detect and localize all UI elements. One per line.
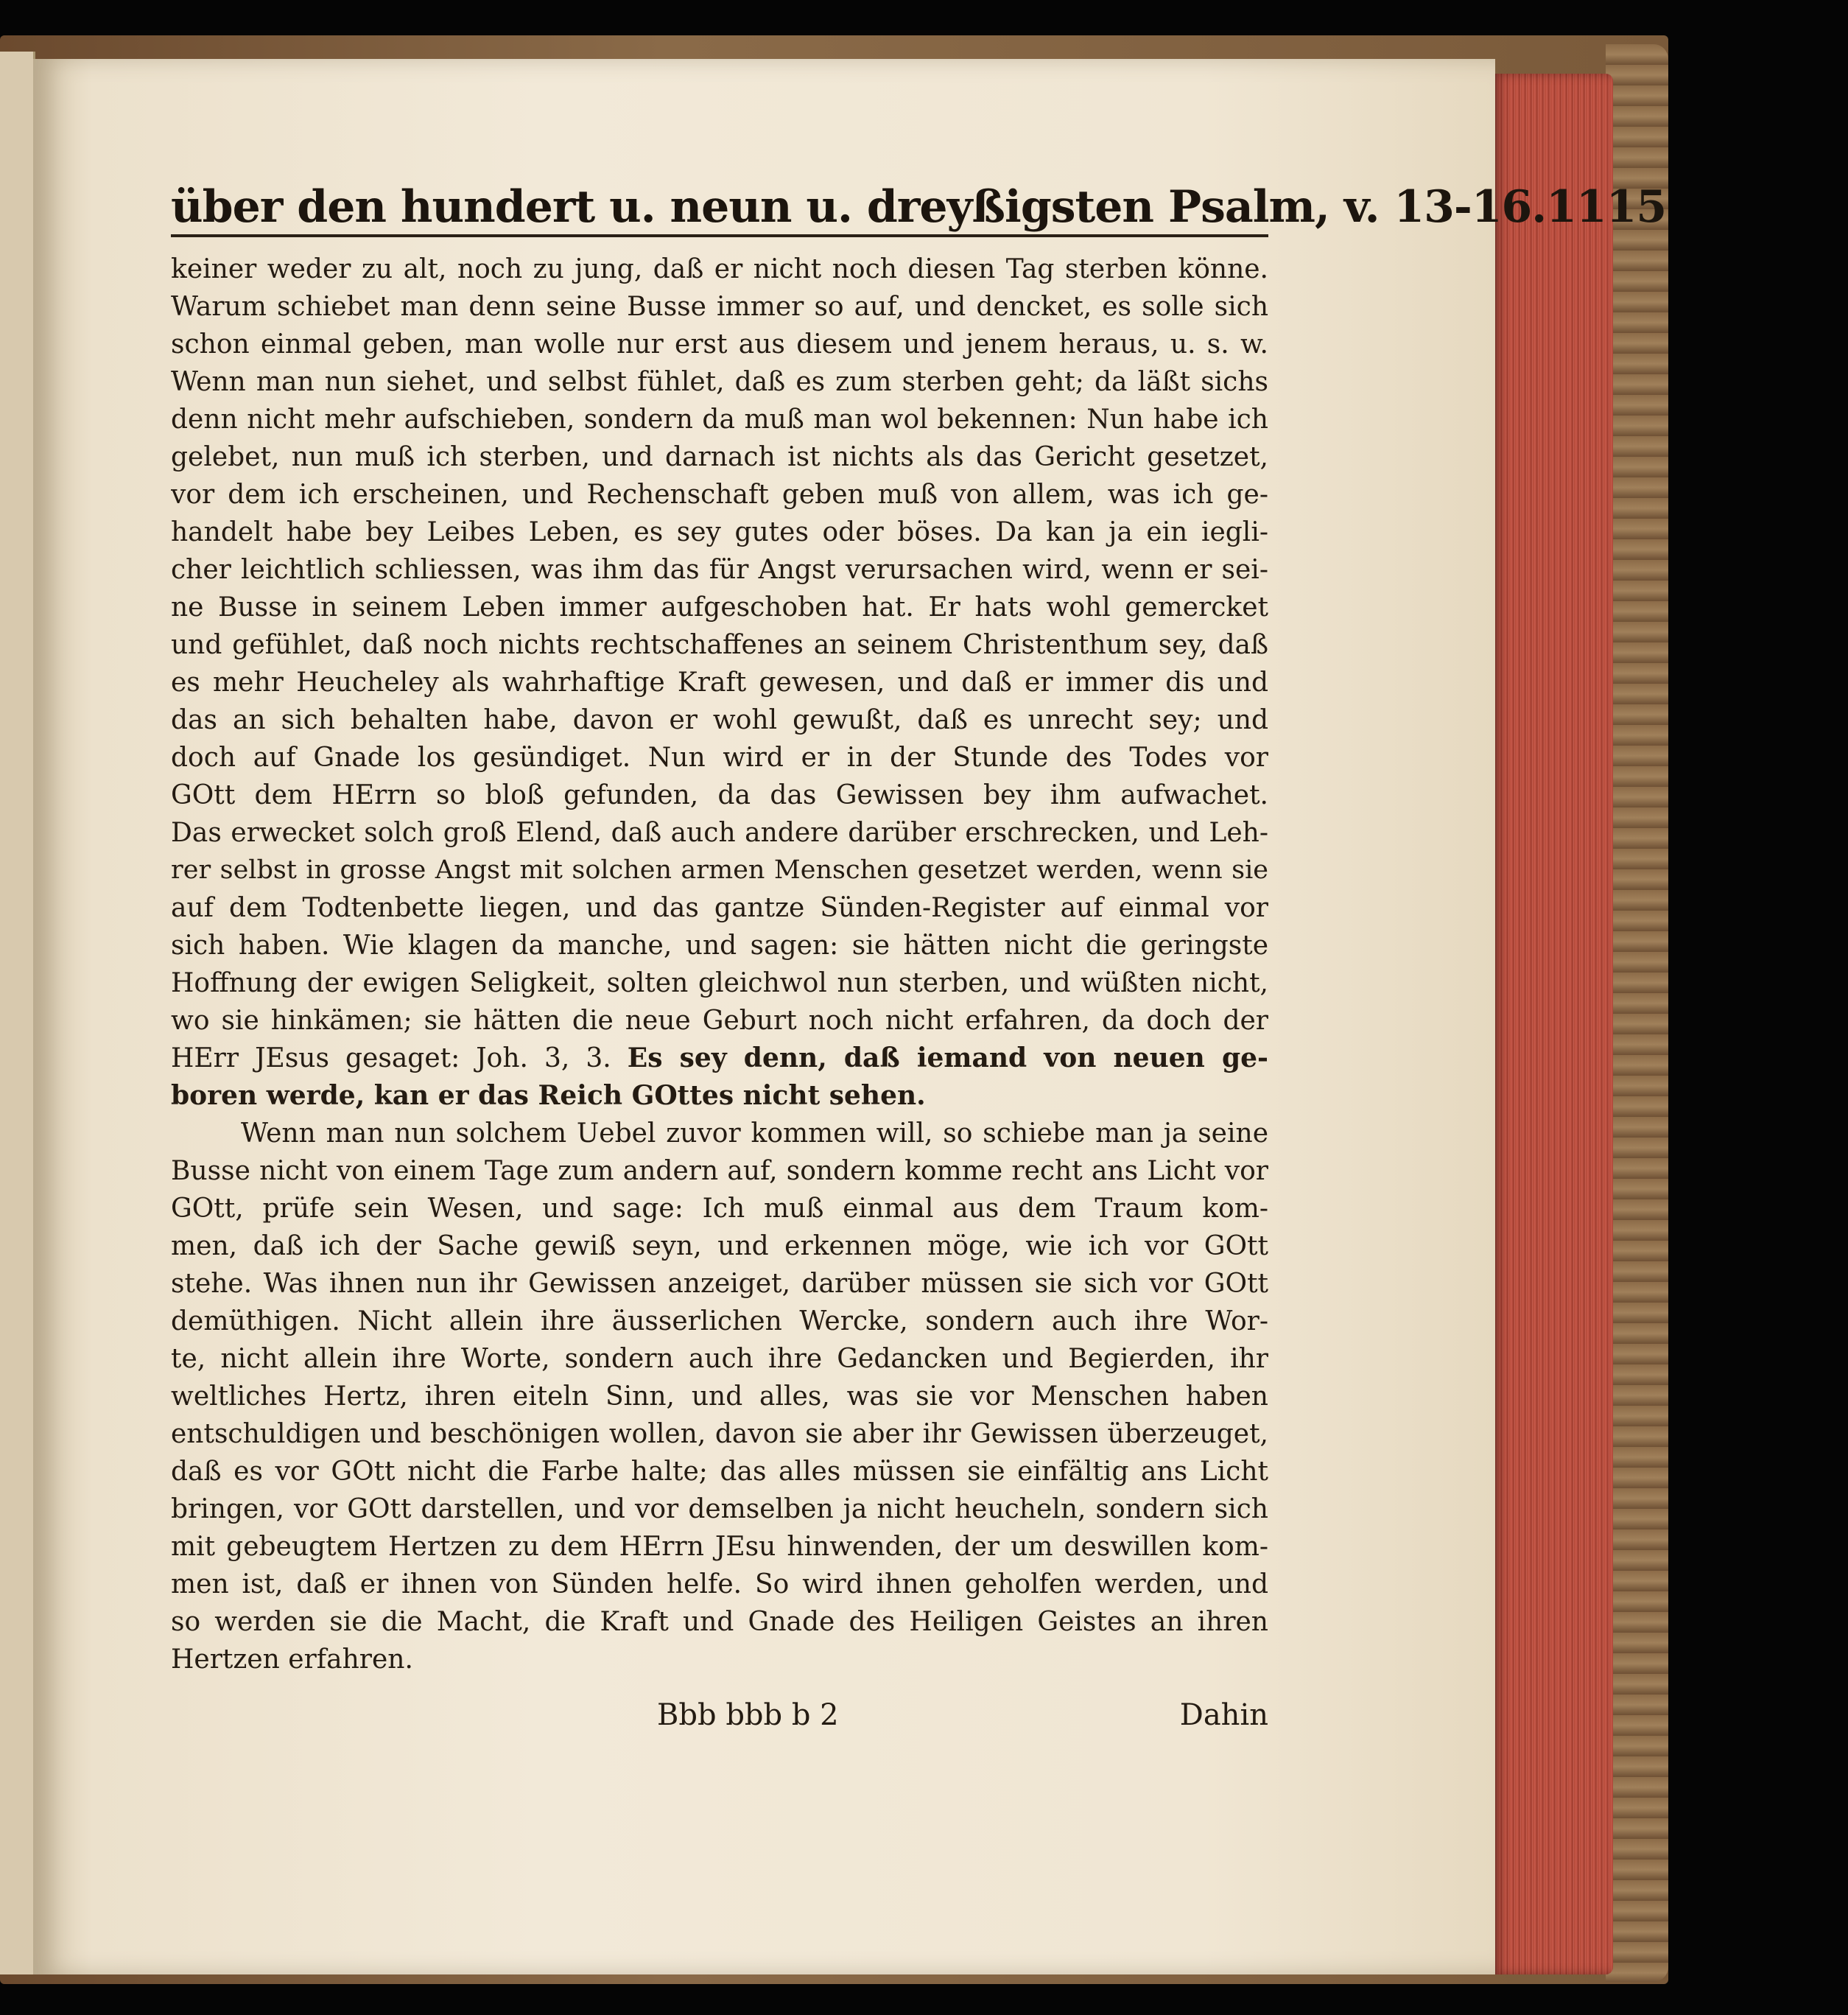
text-line: vor dem ich erscheinen, und Rechenschaft geben muß von allem, was ich ge- (171, 480, 1268, 510)
bible-quote-end: boren werde, kan er das Reich GOttes nicht sehen. (171, 1080, 926, 1111)
text-line: schon einmal geben, man wolle nur erst aus diesem und jenem heraus, u. s. w. (171, 329, 1268, 360)
text-line: stehe. Was ihnen nun ihr Gewissen anzeiget, darüber müssen sie sich vor GOtt (171, 1269, 1268, 1299)
text-line: daß es vor GOtt nicht die Farbe halte; das alles müssen sie einfältig ans Licht (171, 1457, 1268, 1487)
page-footer (171, 1698, 1268, 1742)
text-line: rer selbst in grosse Angst mit solchen armen Menschen gesetzet werden, wenn sie (171, 855, 1268, 885)
text-line: men, daß ich der Sache gewiß seyn, und erkennen möge, wie ich vor GOtt (171, 1231, 1268, 1261)
text-line: denn nicht mehr aufschieben, sondern da muß man wol bekennen: Nun habe ich (171, 404, 1268, 435)
text-line: Wenn man nun siehet, und selbst fühlet, daß es zum sterben geht; da läßt sichs (171, 367, 1268, 397)
text-line: Warum schiebet man denn seine Busse immer so auf, und dencket, es solle sich (171, 292, 1268, 322)
text-line: GOtt, prüfe sein Wesen, und sage: Ich muß einmal aus dem Traum kom- (171, 1194, 1268, 1224)
text-line: Hertzen erfahren. (171, 1644, 413, 1675)
text-line: cher leichtlich schliessen, was ihm das für Angst verursachen wird, wenn er sei- (171, 555, 1268, 585)
text-line: gelebet, nun muß ich sterben, und darnach ist nichts als das Gericht gesetzet, (171, 442, 1268, 472)
text-line: men ist, daß er ihnen von Sünden helfe. So wird ihnen geholfen werden, und (171, 1569, 1268, 1599)
text-line: das an sich behalten habe, davon er wohl gewußt, daß es unrecht sey; und (171, 705, 1268, 735)
body-text (171, 250, 1268, 1678)
text-line: es mehr Heucheley als wahrhaftige Kraft gewesen, und daß er immer dis und (171, 667, 1268, 698)
book-cover-edge (1606, 44, 1668, 1982)
text-line: so werden sie die Macht, die Kraft und Gnade des Heiligen Geistes an ihren (171, 1607, 1268, 1637)
text-line: keiner weder zu alt, noch zu jung, daß er nicht noch diesen Tag sterben könne. (171, 254, 1268, 284)
text-line-with-quote (171, 1040, 1268, 1077)
signature-mark: Bbb bbb b 2 (657, 1698, 839, 1732)
text-line: Wenn man nun solchem Uebel zuvor kommen will, so schiebe man ja seine (241, 1118, 1268, 1149)
previous-page-edge (0, 52, 35, 1974)
text-line: handelt habe bey Leibes Leben, es sey gutes oder böses. Da kan ja ein iegli- (171, 517, 1268, 547)
running-title: über den hundert u. neun u. dreyßigsten Psalm, v. 13-16. (171, 181, 1547, 233)
paragraph (171, 250, 1268, 1115)
header-rule (171, 234, 1268, 237)
text-line: sich haben. Wie klagen da manche, und sagen: sie hätten nicht die geringste (171, 931, 1268, 961)
catchword: Dahin (1179, 1698, 1268, 1732)
text-line: mit gebeugtem Hertzen zu dem HErrn JEsu hinwenden, der um deswillen kom- (171, 1532, 1268, 1562)
text-line: weltliches Hertz, ihren eiteln Sinn, und alles, was sie vor Menschen haben (171, 1381, 1268, 1412)
page-header (171, 162, 1667, 233)
text-line: Hoffnung der ewigen Seligkeit, solten gleichwol nun sterben, und wüßten nicht, (171, 968, 1268, 998)
text-line: te, nicht allein ihre Worte, sondern auch ihre Gedancken und Begierden, ihr (171, 1344, 1268, 1374)
text-line: entschuldigen und beschönigen wollen, davon sie aber ihr Gewissen überzeuget, (171, 1419, 1268, 1449)
text-line: wo sie hinkämen; sie hätten die neue Geburt noch nicht erfahren, da doch der (171, 1006, 1268, 1036)
text-line: Busse nicht von einem Tage zum andern auf, sondern komme recht ans Licht vor (171, 1156, 1268, 1186)
text-line: bringen, vor GOtt darstellen, und vor demselben ja nicht heucheln, sondern sich (171, 1494, 1268, 1524)
text-line: ne Busse in seinem Leben immer aufgeschoben hat. Er hats wohl gemercket (171, 592, 1268, 623)
quote-reference: HErr JEsus gesaget: Joh. 3, 3. (171, 1043, 611, 1073)
text-line: demüthigen. Nicht allein ihre äusserlichen Wercke, sondern auch ihre Wor- (171, 1306, 1268, 1336)
text-line: und gefühlet, daß noch nichts rechtschaffenes an seinem Christenthum sey, daß (171, 630, 1268, 660)
paragraph (171, 1115, 1268, 1678)
text-line: auf dem Todtenbette liegen, und das gantze Sünden-Register auf einmal vor (171, 893, 1268, 923)
page-number: 1115 (1546, 181, 1667, 233)
bible-quote: Es sey denn, daß iemand von neuen ge- (627, 1042, 1268, 1073)
text-line: doch auf Gnade los gesündiget. Nun wird er in der Stunde des Todes vor (171, 743, 1268, 773)
text-line: Das erwecket solch groß Elend, daß auch andere darüber erschrecken, und Leh- (171, 818, 1268, 848)
text-line: GOtt dem HErrn so bloß gefunden, da das Gewissen bey ihm aufwachet. (171, 780, 1268, 810)
page-block-edges (1492, 74, 1613, 1974)
